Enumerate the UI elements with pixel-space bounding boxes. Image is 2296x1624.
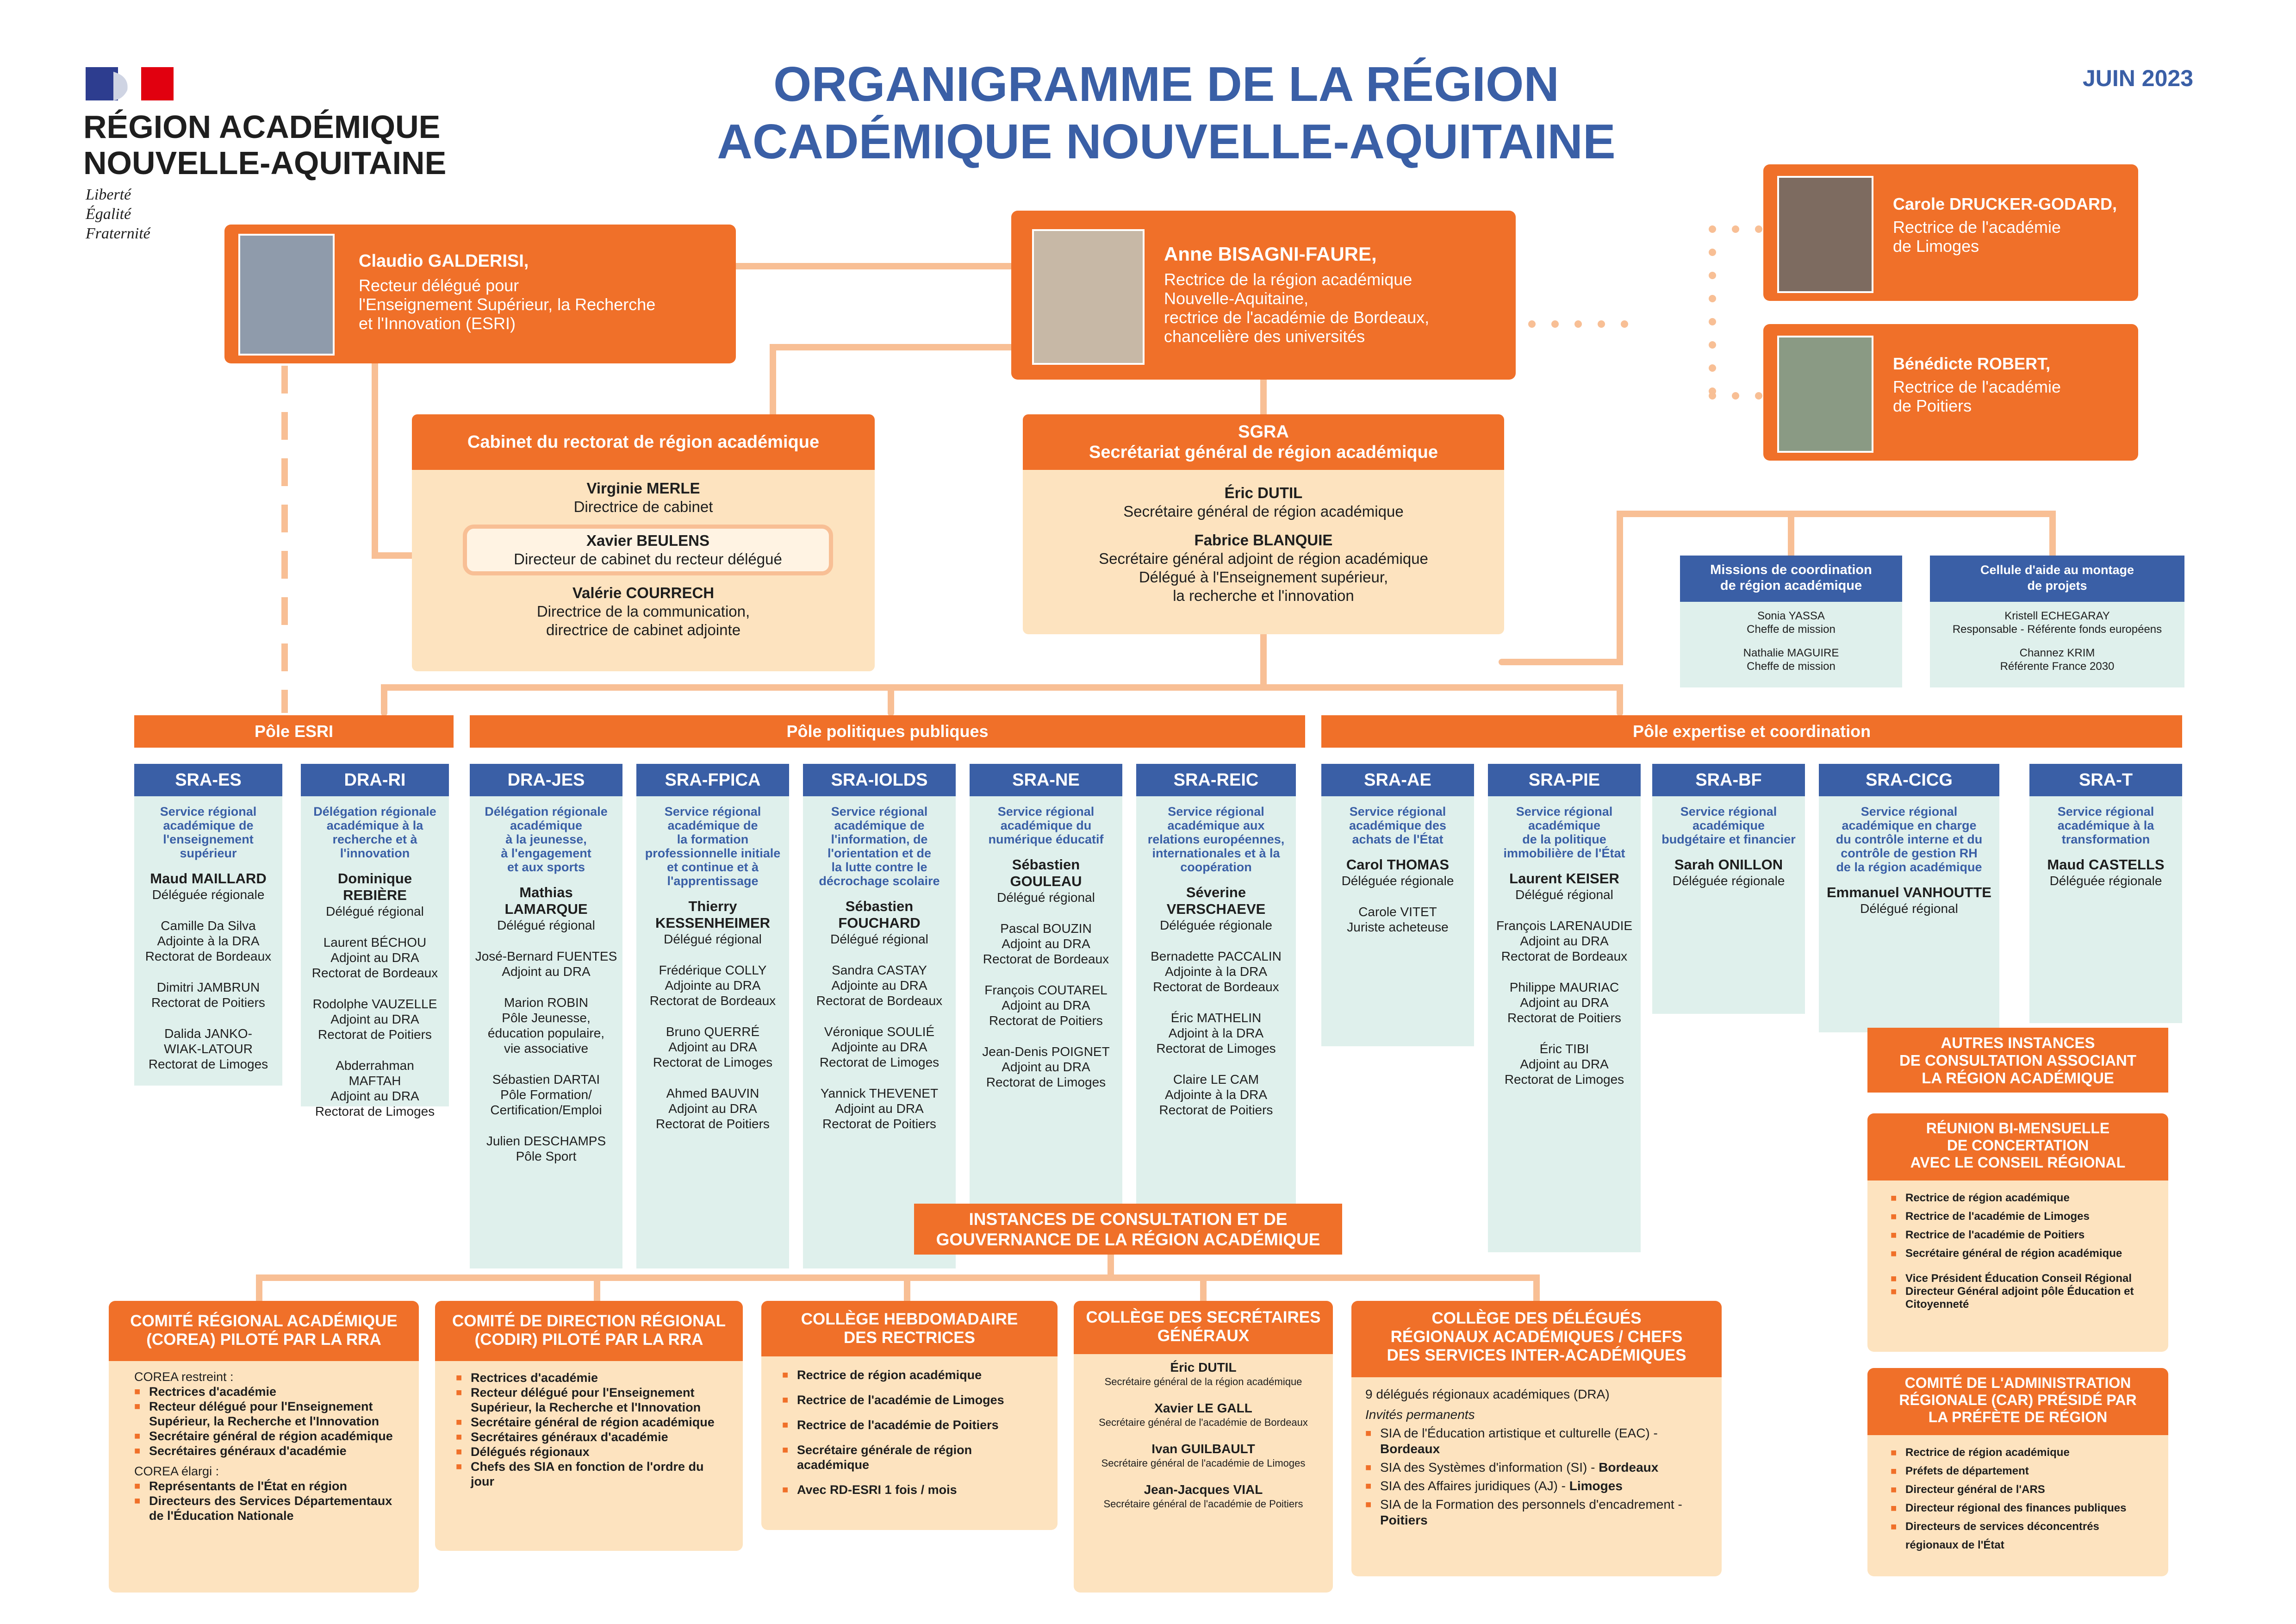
service-member: Marion ROBIN Pôle Jeunesse, éducation populaire, vie associative xyxy=(487,995,605,1056)
service-column xyxy=(2029,764,2182,1023)
college-rectrices-title: COLLÈGE HEBDOMADAIRE DES RECTRICES xyxy=(761,1301,1058,1356)
service-member: Abderrahman MAFTAH Adjoint au DRA Rectorat de Limoges xyxy=(315,1058,435,1118)
service-description: Délégation régionale académique à la recherche et à l'innovation xyxy=(313,805,436,860)
service-column-head: SRA-CICG xyxy=(1819,764,1999,796)
service-column xyxy=(470,764,622,1268)
date-label: JUIN 2023 xyxy=(2083,65,2194,91)
service-member: Véronique SOULIÉ Adjointe au DRA Rectorat de Limoges xyxy=(819,1024,940,1069)
leader-name: Carole DRUCKER-GODARD, xyxy=(1893,194,2117,213)
service-description: Service régional académique de l'information, de l'orientation et de la lutte contre le décrochage scolaire xyxy=(819,805,940,888)
college-sg-person: Ivan GUILBAULT Secrétaire général de l'académie de Limoges xyxy=(1101,1442,1306,1469)
college-sg-box xyxy=(1074,1301,1333,1593)
service-description: Service régional académique de la politique immobilière de l'État xyxy=(1503,805,1625,860)
car-box xyxy=(1867,1368,2168,1576)
college-rectrices-box xyxy=(761,1301,1058,1530)
logo-text: RÉGION ACADÉMIQUE NOUVELLE-AQUITAINE xyxy=(83,109,447,181)
leader-role: Rectrice de l'académie de Limoges xyxy=(1893,218,2061,256)
logo-motto: Liberté Égalité Fraternité xyxy=(86,186,150,242)
service-head-role: Délégué régional xyxy=(1860,901,1958,916)
marianne-flag-icon xyxy=(86,67,174,100)
cabinet-beulens: Xavier BEULENS Directeur de cabinet du recteur délégué xyxy=(463,525,833,575)
service-column-body xyxy=(1488,796,1641,1252)
service-head-role: Déléguée régionale xyxy=(2049,874,2162,888)
service-member: Pascal BOUZIN Adjoint au DRA Rectorat de Bordeaux xyxy=(983,921,1109,966)
service-column-head: SRA-ES xyxy=(134,764,282,796)
list-item: ■ Rectrice de région académique xyxy=(782,1368,1039,1382)
service-column xyxy=(1488,764,1641,1252)
service-member: François COUTAREL Adjoint au DRA Rectorat de Poitiers xyxy=(984,983,1108,1028)
service-member: Jean-Denis POIGNET Adjoint au DRA Rectorat de Limoges xyxy=(982,1044,1110,1089)
service-head-name: Dominique REBIÈRE xyxy=(337,870,412,903)
list-item: ■ Directeurs de services déconcentrés régionaux de l'État xyxy=(1891,1518,2145,1555)
service-column-body xyxy=(970,796,1122,1213)
list-item: ■ Secrétaire générale de région académique xyxy=(782,1443,1039,1472)
service-column xyxy=(1819,764,1999,1032)
reunion-list xyxy=(1891,1189,2145,1263)
missions-box: Missions de coordination de région académique Sonia YASSA Cheffe de mission Nathalie MAGUIRE Cheffe de mission xyxy=(1680,556,1902,687)
photo-avatar xyxy=(1032,229,1145,365)
service-head-role: Déléguée régionale xyxy=(152,887,265,902)
missions-title: Missions de coordination de région académique xyxy=(1680,556,1902,602)
service-description: Service régional académique en charge du contrôle interne et du contrôle de gestion RH de la région académique xyxy=(1836,805,1983,874)
corea-box: COMITÉ RÉGIONAL ACADÉMIQUE (COREA) PILOTÉ PAR LA RRA COREA restreint : ■ Rectrices d'académie ■ Recteur délégué pour l'Enseignement Supérieur, la Recherche et l'Innovation ■ Secrétaire général de région académique ■ Secrétaires généraux d'académie COREA élargi : ■ Représentants de l'État en région ■ Directeurs des Services Départementaux de l'Éducation Nationale xyxy=(109,1301,419,1593)
cabinet-person-role: Directrice de cabinet xyxy=(573,498,713,515)
list-item: ■ SIA de l'Éducation artistique et culturelle (EAC) - Bordeaux xyxy=(1365,1425,1708,1457)
car-list xyxy=(1891,1443,2145,1555)
service-member: Bruno QUERRÉ Adjoint au DRA Rectorat de Limoges xyxy=(653,1024,773,1069)
list-item: ■ SIA des Systèmes d'information (SI) - Bordeaux xyxy=(1365,1460,1708,1475)
service-column-head: SRA-REIC xyxy=(1136,764,1296,796)
list-item: ■ Secrétaire général de région académique xyxy=(1891,1244,2145,1263)
sgra-person-name: Éric DUTIL xyxy=(1224,484,1303,501)
cabinet-person-name: Valérie COURRECH xyxy=(572,584,715,601)
pole-esri: Pôle ESRI xyxy=(134,715,454,748)
service-member: Éric TIBI Adjoint au DRA Rectorat de Limoges xyxy=(1504,1042,1624,1087)
college-dra-title: COLLÈGE DES DÉLÉGUÉS RÉGIONAUX ACADÉMIQUES / CHEFS DES SERVICES INTER-ACADÉMIQUES xyxy=(1351,1301,1722,1377)
service-head-name: Sarah ONILLON xyxy=(1674,856,1783,873)
service-member: José-Bernard FUENTES Adjoint au DRA xyxy=(475,949,617,979)
service-description: Service régional académique aux relations européennes, internationales et à la coopération xyxy=(1147,805,1285,874)
list-item: ■ Rectrice de l'académie de Limoges xyxy=(1891,1207,2145,1226)
list-item: ■ Rectrices d'académie xyxy=(456,1370,724,1385)
service-column-body xyxy=(2029,796,2182,1023)
page-title: ORGANIGRAMME DE LA RÉGION ACADÉMIQUE NOUVELLE-AQUITAINE xyxy=(717,57,1616,169)
leader-drucker xyxy=(1763,164,2138,301)
corea-restreint-list xyxy=(134,1384,400,1458)
codir-box xyxy=(435,1301,743,1551)
service-head-name: Thierry KESSENHEIMER xyxy=(655,898,771,931)
photo-avatar xyxy=(1777,176,1873,293)
leader-name: Anne BISAGNI-FAURE, xyxy=(1164,243,1377,265)
service-column-body xyxy=(1321,796,1474,1046)
sgra-box xyxy=(1023,414,1504,634)
service-member: Frédérique COLLY Adjointe au DRA Rectorat de Bordeaux xyxy=(649,963,776,1008)
service-member: Carole VITET Juriste acheteuse xyxy=(1347,905,1449,934)
codir-list xyxy=(456,1370,724,1489)
service-head-role: Délégué régional xyxy=(830,932,928,946)
instances-title: INSTANCES DE CONSULTATION ET DE GOUVERNANCE DE LA RÉGION ACADÉMIQUE xyxy=(914,1204,1342,1255)
service-column xyxy=(636,764,789,1268)
pole-expertise-coordination: Pôle expertise et coordination xyxy=(1321,715,2182,748)
cabinet-title: Cabinet du rectorat de région académique xyxy=(412,414,875,470)
service-head-name: Mathias LAMARQUE xyxy=(504,884,588,917)
service-member: Claire LE CAM Adjointe à la DRA Rectorat de Poitiers xyxy=(1159,1072,1273,1117)
corea-elargi-list xyxy=(134,1479,400,1523)
service-member: Rodolphe VAUZELLE Adjoint au DRA Rectorat de Poitiers xyxy=(312,997,437,1042)
service-description: Service régional académique des achats de l'État xyxy=(1349,805,1447,846)
list-item: ■ Rectrice de l'académie de Limoges xyxy=(782,1393,1039,1407)
service-column-body xyxy=(134,796,282,1086)
service-member: Julien DESCHAMPS Pôle Sport xyxy=(486,1134,606,1163)
cellule-title: Cellule d'aide au montage de projets xyxy=(1930,556,2184,602)
service-head-name: Emmanuel VANHOUTTE xyxy=(1827,884,1991,900)
sgra-title: SGRA Secrétariat général de région académique xyxy=(1023,414,1504,470)
service-member: Sandra CASTAY Adjointe au DRA Rectorat de Bordeaux xyxy=(816,963,943,1008)
service-description: Service régional académique à la transformation xyxy=(2057,805,2154,846)
leader-robert xyxy=(1763,324,2138,461)
service-description: Délégation régionale académique à la jeunesse, à l'engagement et aux sports xyxy=(485,805,608,874)
service-column-body xyxy=(1819,796,1999,1032)
service-column-head: DRA-JES xyxy=(470,764,622,796)
corea-title: COMITÉ RÉGIONAL ACADÉMIQUE (COREA) PILOTÉ PAR LA RRA xyxy=(109,1301,419,1361)
service-head-role: Délégué régional xyxy=(664,932,762,946)
reunion-box xyxy=(1867,1113,2168,1352)
service-description: Service régional académique de l'enseignement supérieur xyxy=(160,805,257,860)
service-head-role: Délégué régional xyxy=(497,918,595,932)
service-member: Éric MATHELIN Adjoint à la DRA Rectorat de Limoges xyxy=(1156,1011,1276,1056)
pole-politiques-publiques: Pôle politiques publiques xyxy=(470,715,1305,748)
service-member: Yannick THEVENET Adjoint au DRA Rectorat de Poitiers xyxy=(820,1086,939,1131)
service-column xyxy=(970,764,1122,1213)
service-column-body xyxy=(803,796,956,1268)
service-column-body xyxy=(301,796,449,1118)
service-column-head: SRA-IOLDS xyxy=(803,764,956,796)
service-head-role: Délégué régional xyxy=(326,904,424,918)
list-item: ■ Recteur délégué pour l'Enseignement Supérieur, la Recherche et l'Innovation xyxy=(456,1385,724,1415)
service-column-head: SRA-BF xyxy=(1652,764,1805,796)
service-column xyxy=(1652,764,1805,1014)
reunion-list-2 xyxy=(1891,1272,2145,1311)
list-item: ■ Rectrice de région académique xyxy=(1891,1189,2145,1207)
service-member: Bernadette PACCALIN Adjointe à la DRA Rectorat de Bordeaux xyxy=(1151,949,1282,994)
cabinet-person-role: Directrice de la communication, directrice de cabinet adjointe xyxy=(536,603,750,638)
list-item: ■ Directeur régional des finances publiques xyxy=(1891,1499,2145,1518)
college-sg-person: Xavier LE GALL Secrétaire général de l'académie de Bordeaux xyxy=(1099,1401,1308,1428)
list-item: ■ Vice Président Éducation Conseil Régional xyxy=(1891,1272,2145,1285)
service-head-name: Laurent KEISER xyxy=(1509,870,1619,887)
leader-name: Bénédicte ROBERT, xyxy=(1893,354,2051,373)
list-item: ■ Recteur délégué pour l'Enseignement Supérieur, la Recherche et l'Innovation xyxy=(134,1399,400,1429)
service-head-name: Maud CASTELLS xyxy=(2047,856,2165,873)
service-column-head: SRA-T xyxy=(2029,764,2182,796)
sgra-person-role: Secrétaire général adjoint de région académique Délégué à l'Enseignement supérieur, la recherche et l'innovation xyxy=(1099,550,1428,604)
list-item: ■ SIA de la Formation des personnels d'encadrement - Poitiers xyxy=(1365,1497,1708,1528)
list-item: ■ Secrétaire général de région académique xyxy=(134,1429,400,1443)
service-column xyxy=(803,764,956,1268)
service-head-role: Déléguée régionale xyxy=(1341,874,1454,888)
service-column-body xyxy=(1652,796,1805,1014)
service-member: Dimitri JAMBRUN Rectorat de Poitiers xyxy=(151,980,265,1010)
service-head-name: Séverine VERSCHAEVE xyxy=(1166,884,1266,917)
service-head-role: Délégué régional xyxy=(997,890,1095,905)
list-item: ■ Directeurs des Services Départementaux de l'Éducation Nationale xyxy=(134,1493,400,1523)
service-column-head: SRA-FPICA xyxy=(636,764,789,796)
service-head-role: Déléguée régionale xyxy=(1672,874,1785,888)
service-column-head: DRA-RI xyxy=(301,764,449,796)
reunion-title: RÉUNION BI-MENSUELLE DE CONCERTATION AVEC LE CONSEIL RÉGIONAL xyxy=(1867,1113,2168,1181)
service-member: Philippe MAURIAC Adjoint au DRA Rectorat de Poitiers xyxy=(1507,980,1621,1025)
service-member: Dalida JANKO- WIAK-LATOUR Rectorat de Limoges xyxy=(148,1026,268,1071)
service-column xyxy=(1136,764,1296,1236)
college-sg-person: Éric DUTIL Secrétaire général de la région académique xyxy=(1104,1360,1302,1387)
list-item: ■ Rectrices d'académie xyxy=(134,1384,400,1399)
list-item: ■ Directeur Général adjoint pôle Éducation et Citoyenneté xyxy=(1891,1285,2145,1311)
service-head-name: Maud MAILLARD xyxy=(150,870,267,887)
college-rectrices-list xyxy=(782,1368,1039,1497)
cellule-box: Cellule d'aide au montage de projets Kristell ECHEGARAY Responsable - Référente fonds européens Channez KRIM Référente France 2030 xyxy=(1930,556,2184,687)
list-item: ■ Secrétaires généraux d'académie xyxy=(456,1430,724,1444)
service-description: Service régional académique de la formation professionnelle initiale et continue et à l'apprentissage xyxy=(645,805,781,888)
list-item: ■ Délégués régionaux xyxy=(456,1444,724,1459)
list-item: ■ Chefs des SIA en fonction de l'ordre du jour xyxy=(456,1459,724,1489)
college-sg-person: Jean-Jacques VIAL Secrétaire général de l'académie de Poitiers xyxy=(1103,1482,1303,1510)
college-dra-box: COLLÈGE DES DÉLÉGUÉS RÉGIONAUX ACADÉMIQUES / CHEFS DES SERVICES INTER-ACADÉMIQUES 9 délégués régionaux académiques (DRA) Invités permanents ■ SIA de l'Éducation artistique et culturelle (EAC) - Bordeaux ■ SIA des Systèmes d'information (SI) - Bordeaux ■ SIA des Affaires juridiques (AJ) - Limoges ■ SIA de la Formation des personnels d'encadrement - Poitiers xyxy=(1351,1301,1722,1576)
service-member: Sébastien DARTAI Pôle Formation/ Certification/Emploi xyxy=(490,1072,602,1117)
college-sg-title: COLLÈGE DES SECRÉTAIRES GÉNÉRAUX xyxy=(1074,1301,1333,1354)
list-item: ■ Secrétaires généraux d'académie xyxy=(134,1443,400,1458)
leader-name: Claudio GALDERISI, xyxy=(359,251,529,271)
college-sg-list xyxy=(1074,1354,1333,1593)
service-head-name: Sébastien FOUCHARD xyxy=(838,898,921,931)
service-column xyxy=(134,764,282,1086)
service-head-role: Déléguée régionale xyxy=(1160,918,1272,932)
service-column-body xyxy=(636,796,789,1268)
service-column-head: SRA-AE xyxy=(1321,764,1474,796)
autres-instances-title: AUTRES INSTANCES DE CONSULTATION ASSOCIANT LA RÉGION ACADÉMIQUE xyxy=(1867,1028,2168,1093)
list-item: ■ Rectrice de l'académie de Poitiers xyxy=(782,1418,1039,1432)
service-column-body xyxy=(1136,796,1296,1236)
service-column-head: SRA-PIE xyxy=(1488,764,1641,796)
service-member: François LARENAUDIE Adjoint au DRA Rectorat de Bordeaux xyxy=(1496,918,1633,963)
leader-role: Rectrice de la région académique Nouvelle-Aquitaine, rectrice de l'académie de Bordeaux, chancelière des universités xyxy=(1164,270,1430,346)
list-item: ■ SIA des Affaires juridiques (AJ) - Limoges xyxy=(1365,1478,1708,1494)
sgra-person-role: Secrétaire général de région académique xyxy=(1123,503,1404,520)
cabinet-box xyxy=(412,414,875,671)
leader-bisagni xyxy=(1011,211,1516,380)
college-dra-list xyxy=(1365,1425,1708,1528)
service-description: Service régional académique budgétaire et financier xyxy=(1661,805,1796,846)
service-member: Ahmed BAUVIN Adjoint au DRA Rectorat de Poitiers xyxy=(656,1086,770,1131)
list-item: ■ Secrétaire général de région académique xyxy=(456,1415,724,1430)
photo-avatar xyxy=(1777,336,1873,453)
service-column-body xyxy=(470,796,622,1268)
service-description: Service régional académique du numérique éducatif xyxy=(988,805,1104,846)
service-head-name: Sébastien GOULEAU xyxy=(1010,856,1082,889)
service-head-name: Carol THOMAS xyxy=(1346,856,1450,873)
photo-avatar xyxy=(238,234,335,356)
leader-galderisi xyxy=(224,225,736,363)
service-column xyxy=(301,764,449,1118)
list-item: ■ Avec RD-ESRI 1 fois / mois xyxy=(782,1482,1039,1497)
service-column xyxy=(1321,764,1474,1046)
list-item: ■ Rectrice de région académique xyxy=(1891,1443,2145,1462)
sgra-person-name: Fabrice BLANQUIE xyxy=(1194,531,1333,549)
list-item: ■ Représentants de l'État en région xyxy=(134,1479,400,1493)
list-item: ■ Rectrice de l'académie de Poitiers xyxy=(1891,1226,2145,1244)
leader-role: Recteur délégué pour l'Enseignement Supérieur, la Recherche et l'Innovation (ESRI) xyxy=(359,276,656,333)
list-item: ■ Directeur général de l'ARS xyxy=(1891,1480,2145,1499)
service-member: Laurent BÉCHOU Adjoint au DRA Rectorat de Bordeaux xyxy=(311,935,438,980)
cabinet-person-name: Virginie MERLE xyxy=(586,480,700,497)
list-item: ■ Préfets de département xyxy=(1891,1462,2145,1480)
codir-title: COMITÉ DE DIRECTION RÉGIONAL (CODIR) PILOTÉ PAR LA RRA xyxy=(435,1301,743,1361)
service-column-head: SRA-NE xyxy=(970,764,1122,796)
service-head-role: Délégué régional xyxy=(1515,887,1613,902)
leader-role: Rectrice de l'académie de Poitiers xyxy=(1893,377,2061,415)
car-title: COMITÉ DE L'ADMINISTRATION RÉGIONALE (CAR) PRÉSIDÉ PAR LA PRÉFÈTE DE RÉGION xyxy=(1867,1368,2168,1435)
service-member: Camille Da Silva Adjointe à la DRA Rectorat de Bordeaux xyxy=(145,918,272,963)
